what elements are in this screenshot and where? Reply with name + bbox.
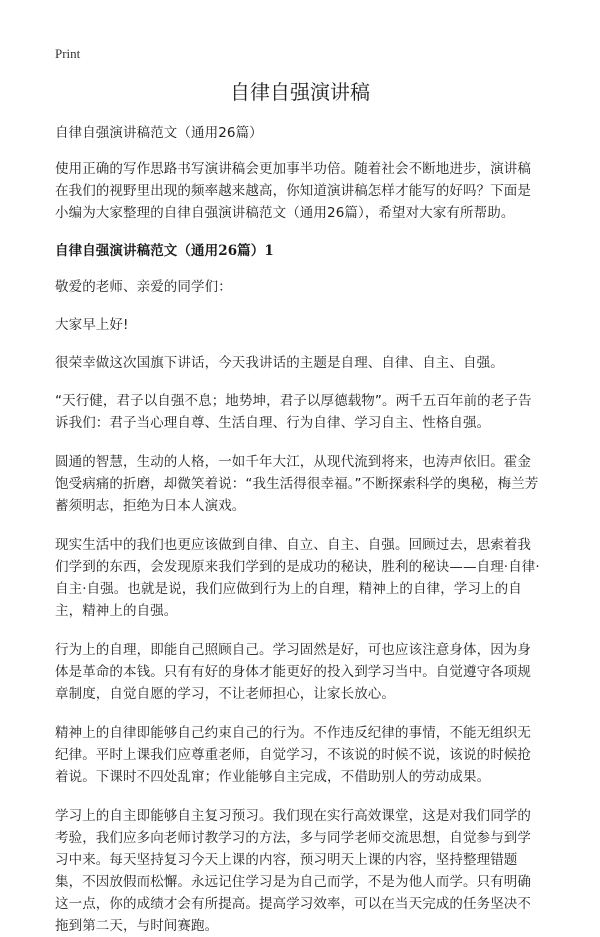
body-paragraph-study: 学习上的自主即能够自主复习预习。我们现在实行高效课堂，这是对我们同学的考验，我们应多向老师讨教学习的方法，多与同学老师交流思想，自觉参与到学习中来。每天坚持复习今天上课的内容，预习明天上课的内容，坚持整理错题集，不因放假而松懈。永远记住学习是为自己而学，不是为他人而学。只有明确这一点，你的成绩才会有所提高。提高学习效率，可以在当天完成的任务坚决不拖到第二天，与时间赛跑。 <box>55 808 531 934</box>
page-title: 自律自强演讲稿 <box>230 80 370 104</box>
section-heading: 自律自强演讲稿范文（通用26篇）1 <box>55 243 274 259</box>
body-paragraph-quote: “天行健，君子以自强不息；地势坤，君子以厚德载物”。两千五百年前的老子告诉我们：君子当心理自尊、生活自理、行为自律、学习自主、性格自强。 <box>55 393 532 431</box>
document-subtitle: 自律自强演讲稿范文（通用26篇） <box>55 125 263 141</box>
salutation-paragraph: 敬爱的老师、亲爱的同学们： <box>55 279 232 295</box>
body-paragraph-reality: 现实生活中的我们也更应该做到自律、自立、自主、自强。回顾过去，思索着我们学到的东西，会发现原来我们学到的是成功的秘诀，胜利的秘诀——自理·自律·自主·自强。也就是说，我们应做到行为上的自理，精神上的自律，学习上的自主，精神上的自强。 <box>55 537 540 619</box>
body-paragraph-examples: 圆通的智慧，生动的人格，一如千年大江，从现代流到将来，也涛声依旧。霍金饱受病痛的折磨，却微笑着说：“我生活得很幸福。”不断探索科学的奥秘，梅兰芳蓄须明志，拒绝为日本人演戏。 <box>55 454 539 514</box>
body-paragraph-behavior: 行为上的自理，即能自己照顾自己。学习固然是好，可也应该注意身体，因为身体是革命的本钱。只有有好的身体才能更好的投入到学习当中。自觉遵守各项规章制度，自觉自愿的学习，不让老师担心，让家长放心。 <box>55 642 531 702</box>
print-label: Print <box>55 46 81 61</box>
body-paragraph-discipline: 精神上的自律即能够自己约束自己的行为。不作违反纪律的事情，不能无组织无纪律。平时上课我们应尊重老师，自觉学习，不该说的时候不说，该说的时候抢着说。下课时不四处乱窜；作业能够自主完成，不借助别人的劳动成果。 <box>55 725 531 785</box>
body-paragraph-topic: 很荣幸做这次国旗下讲话，今天我讲话的主题是自理、自律、自主、自强。 <box>55 355 504 371</box>
greeting-paragraph: 大家早上好! <box>55 317 129 333</box>
intro-paragraph: 使用正确的写作思路书写演讲稿会更加事半功倍。随着社会不断地进步，演讲稿在我们的视野里出现的频率越来越高，你知道演讲稿怎样才能写的好吗？下面是小编为大家整理的自律自强演讲稿范文（通用26篇），希望对大家有所帮助。 <box>55 161 531 221</box>
document-body <box>55 122 543 937</box>
